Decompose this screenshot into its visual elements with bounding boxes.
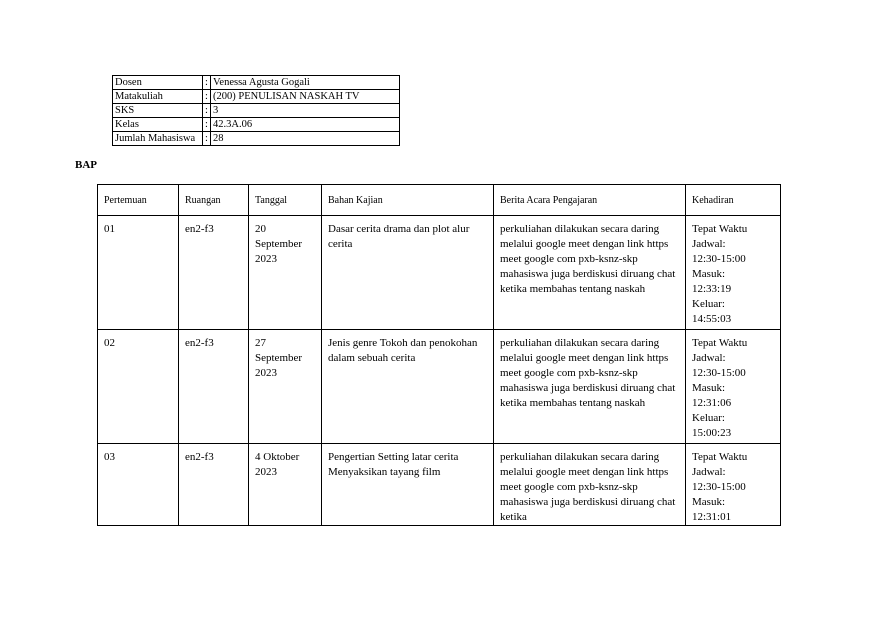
course-info-table xyxy=(112,75,400,146)
kehadiran-block xyxy=(692,450,774,525)
cell-pertemuan: 03 xyxy=(98,444,179,526)
info-value: 3 xyxy=(211,104,400,118)
kehadiran-jadwal: 12:30-15:00 xyxy=(692,367,746,379)
bap-table xyxy=(97,184,781,526)
info-label: Matakuliah xyxy=(113,90,203,104)
info-separator: : xyxy=(203,76,211,90)
info-row-dosen xyxy=(113,76,400,90)
info-separator: : xyxy=(203,132,211,146)
kehadiran-keluar: 14:55:03 xyxy=(692,313,732,325)
cell-pertemuan: 01 xyxy=(98,216,179,330)
info-row-matakuliah xyxy=(113,90,400,104)
cell-ruangan: en2-f3 xyxy=(179,330,249,444)
kehadiran-masuk: 12:31:06 xyxy=(692,397,732,409)
cell-bahan-kajian: Jenis genre Tokoh dan penokohan dalam sebuah cerita xyxy=(322,330,494,444)
cell-berita-acara: perkuliahan dilakukan secara daring melalui google meet dengan link https meet google com pxb-ksnz-skp mahasiswa juga berdiskusi diruang chat ketika membahas tentang naskah xyxy=(494,216,686,330)
kehadiran-masuk-label: Masuk: xyxy=(692,268,725,280)
kehadiran-masuk: 12:33:19 xyxy=(692,283,732,295)
kehadiran-jadwal: 12:30-15:00 xyxy=(692,481,746,493)
kehadiran-status: Tepat Waktu xyxy=(692,223,748,235)
info-separator: : xyxy=(203,90,211,104)
cell-ruangan: en2-f3 xyxy=(179,216,249,330)
cell-pertemuan: 02 xyxy=(98,330,179,444)
info-value: 28 xyxy=(211,132,400,146)
cell-kehadiran xyxy=(686,330,781,444)
kehadiran-keluar: 15:00:23 xyxy=(692,427,732,439)
info-row-kelas xyxy=(113,118,400,132)
table-row xyxy=(98,216,781,330)
kehadiran-masuk-label: Masuk: xyxy=(692,496,725,508)
info-separator: : xyxy=(203,118,211,132)
cell-bahan-kajian: Pengertian Setting latar cerita Menyaksikan tayang film xyxy=(322,444,494,526)
info-label: Jumlah Mahasiswa xyxy=(113,132,203,146)
info-row-sks xyxy=(113,104,400,118)
cell-ruangan: en2-f3 xyxy=(179,444,249,526)
info-label: Dosen xyxy=(113,76,203,90)
cell-kehadiran xyxy=(686,444,781,526)
table-row xyxy=(98,444,781,526)
cell-berita-acara: perkuliahan dilakukan secara daring melalui google meet dengan link https meet google com pxb-ksnz-skp mahasiswa juga berdiskusi diruang chat ketika membahas tentang naskah xyxy=(494,330,686,444)
cell-tanggal: 27 September 2023 xyxy=(249,330,322,444)
kehadiran-masuk: 12:31:01 xyxy=(692,511,732,523)
kehadiran-jadwal-label: Jadwal: xyxy=(692,238,726,250)
info-value: 42.3A.06 xyxy=(211,118,400,132)
cell-bahan-kajian: Dasar cerita drama dan plot alur cerita xyxy=(322,216,494,330)
header-pertemuan: Pertemuan xyxy=(98,185,179,216)
header-bahan-kajian: Bahan Kajian xyxy=(322,185,494,216)
cell-berita-acara xyxy=(494,444,686,526)
info-label: Kelas xyxy=(113,118,203,132)
header-kehadiran: Kehadiran xyxy=(686,185,781,216)
info-value: (200) PENULISAN NASKAH TV xyxy=(211,90,400,104)
kehadiran-status: Tepat Waktu xyxy=(692,451,748,463)
info-label: SKS xyxy=(113,104,203,118)
cell-tanggal: 20 September 2023 xyxy=(249,216,322,330)
cell-tanggal: 4 Oktober 2023 xyxy=(249,444,322,526)
header-berita-acara: Berita Acara Pengajaran xyxy=(494,185,686,216)
header-ruangan: Ruangan xyxy=(179,185,249,216)
kehadiran-keluar-label: Keluar: xyxy=(692,412,725,424)
kehadiran-status: Tepat Waktu xyxy=(692,337,748,349)
kehadiran-jadwal-label: Jadwal: xyxy=(692,466,726,478)
info-row-jumlah-mahasiswa xyxy=(113,132,400,146)
table-header-row xyxy=(98,185,781,216)
info-separator: : xyxy=(203,104,211,118)
section-title: BAP xyxy=(75,159,97,171)
table-row xyxy=(98,330,781,444)
kehadiran-jadwal: 12:30-15:00 xyxy=(692,253,746,265)
kehadiran-keluar-label: Keluar: xyxy=(692,298,725,310)
kehadiran-masuk-label: Masuk: xyxy=(692,382,725,394)
cell-kehadiran xyxy=(686,216,781,330)
header-tanggal: Tanggal xyxy=(249,185,322,216)
info-value: Venessa Agusta Gogali xyxy=(211,76,400,90)
kehadiran-jadwal-label: Jadwal: xyxy=(692,352,726,364)
berita-acara-text: perkuliahan dilakukan secara daring melalui google meet dengan link https meet google com pxb-ksnz-skp mahasiswa juga berdiskusi diruang chat ketika xyxy=(500,451,676,523)
